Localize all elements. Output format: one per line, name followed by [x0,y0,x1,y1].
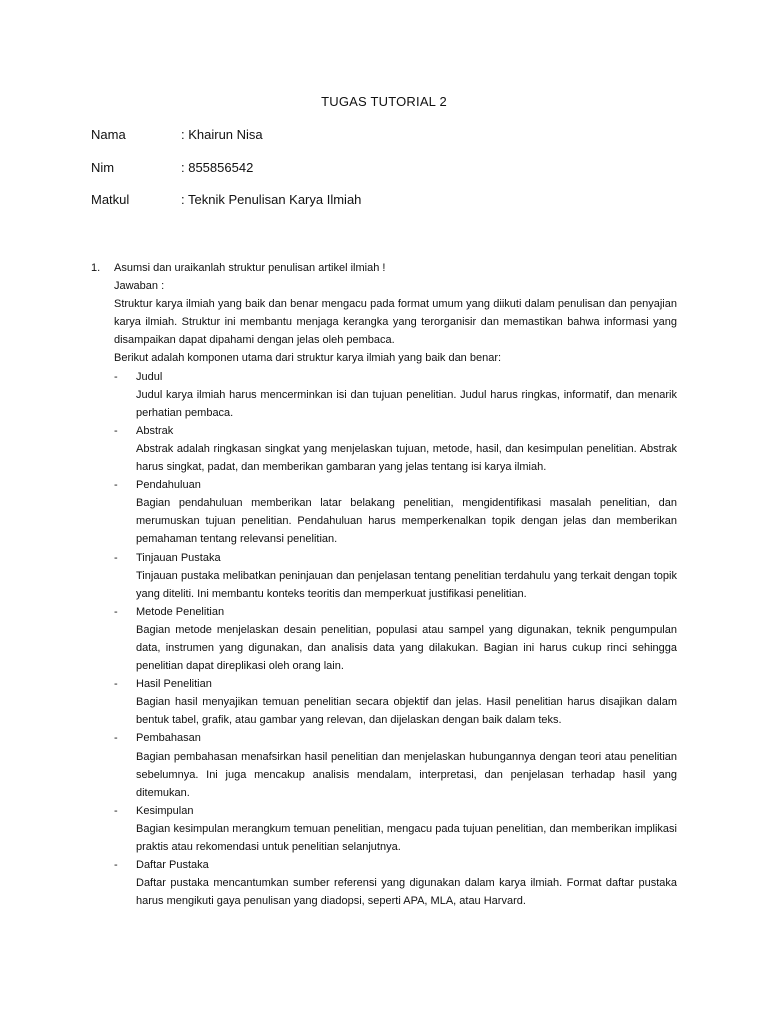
bullet-dash: - [114,424,118,437]
list-item [91,856,677,910]
question-number: 1. [91,262,101,274]
item-heading: Abstrak [136,424,174,437]
item-heading: Pendahuluan [136,479,201,492]
item-heading: Judul [136,370,163,383]
info-label-nama: Nama [91,127,126,142]
bullet-dash: - [114,479,118,492]
info-value-nim: : 855856542 [181,160,254,175]
item-body: Bagian metode menjelaskan desain penelitian, populasi atau sampel yang digunakan, teknik pengumpulan data, instrumen yang digunakan, dan analisis data yang dilakukan. Bagian ini harus cukup rinci sehingga penelitian dapat direplikasi oleh orang lain. [136,623,677,673]
item-body: Tinjauan pustaka melibatkan peninjauan dan penjelasan tentang penelitian terdahulu yang terkait dengan topik yang diteliti. Ini membantu konteks teoritis dan memperkuat justifikasi penelitian. [136,569,677,600]
item-heading: Hasil Penelitian [136,678,212,691]
info-value-matkul: : Teknik Penulisan Karya Ilmiah [181,192,362,207]
list-item [91,368,677,422]
item-body: Bagian hasil menyajikan temuan penelitian secara objektif dan jelas. Hasil penelitian harus disajikan dalam bentuk tabel, grafik, atau gambar yang relevan, dan dijelaskan dengan baik dalam teks. [136,696,677,727]
info-label-nim: Nim [91,160,115,175]
list-item [91,476,677,548]
item-heading: Metode Penelitian [136,605,225,618]
bullet-dash: - [114,605,118,618]
item-body: Abstrak adalah ringkasan singkat yang menjelaskan tujuan, metode, hasil, dan kesimpulan penelitian. Abstrak harus singkat, padat, dan memberikan gambaran yang jelas tentang isi karya ilmiah. [136,442,677,474]
list-item [91,603,677,675]
info-label-matkul: Matkul [91,192,130,207]
bullet-dash: - [114,804,118,817]
list-item [91,549,677,603]
bullet-dash: - [114,859,118,872]
list-item [91,802,677,856]
bullet-dash: - [114,370,118,383]
info-value-nama: : Khairun Nisa [181,127,263,142]
item-heading: Kesimpulan [136,804,194,817]
question-1 [91,259,677,277]
question-text: Asumsi dan uraikanlah struktur penulisan artikel ilmiah ! [114,262,386,274]
question-section [91,259,677,910]
item-heading: Daftar Pustaka [136,859,209,872]
list-item [91,729,677,801]
answer-intro: Struktur karya ilmiah yang baik dan benar mengacu pada format umum yang diikuti dalam penulisan dan penyajian karya ilmiah. Struktur ini membantu menjaga kerangka yang terorganisir dan memastikan bahwa informasi yang disampaikan dapat dipahami dengan jelas oleh pembaca. [114,298,677,347]
item-body: Daftar pustaka mencantumkan sumber referensi yang digunakan dalam karya ilmiah. Format daftar pustaka harus mengikuti gaya penulisan yang diadopsi, seperti APA, MLA, atau Harvard. [136,877,677,908]
item-body: Judul karya ilmiah harus mencerminkan isi dan tujuan penelitian. Judul harus ringkas, informatif, dan menarik perhatian pembaca. [136,388,677,419]
item-body: Bagian pendahuluan memberikan latar belakang penelitian, mengidentifikasi masalah penelitian, dan merumuskan tujuan penelitian. Pendahuluan harus memperkenalkan topik dengan jelas dan memberikan pemahaman tentang relevansi penelitian. [136,497,677,546]
bullet-dash: - [114,732,118,745]
item-body: Bagian pembahasan menafsirkan hasil penelitian dan menjelaskan hubungannya dengan teori atau penelitian sebelumnya. Ini juga mencakup analisis mendalam, interpretasi, dan penjelasan terhadap hasil yang ditemukan. [136,750,677,799]
bullet-dash: - [114,551,118,564]
item-heading: Pembahasan [136,732,201,745]
bullet-dash: - [114,678,118,691]
document-title: TUGAS TUTORIAL 2 [321,94,447,109]
list-item [91,675,677,729]
list-item [91,422,677,476]
item-heading: Tinjauan Pustaka [136,551,221,564]
answer-label: Jawaban : [114,280,165,293]
answer-lead: Berikut adalah komponen utama dari struktur karya ilmiah yang baik dan benar: [114,352,502,365]
item-body: Bagian kesimpulan merangkum temuan penelitian, mengacu pada tujuan penelitian, dan memberikan implikasi praktis atau rekomendasi untuk penelitian selanjutnya. [136,822,677,853]
